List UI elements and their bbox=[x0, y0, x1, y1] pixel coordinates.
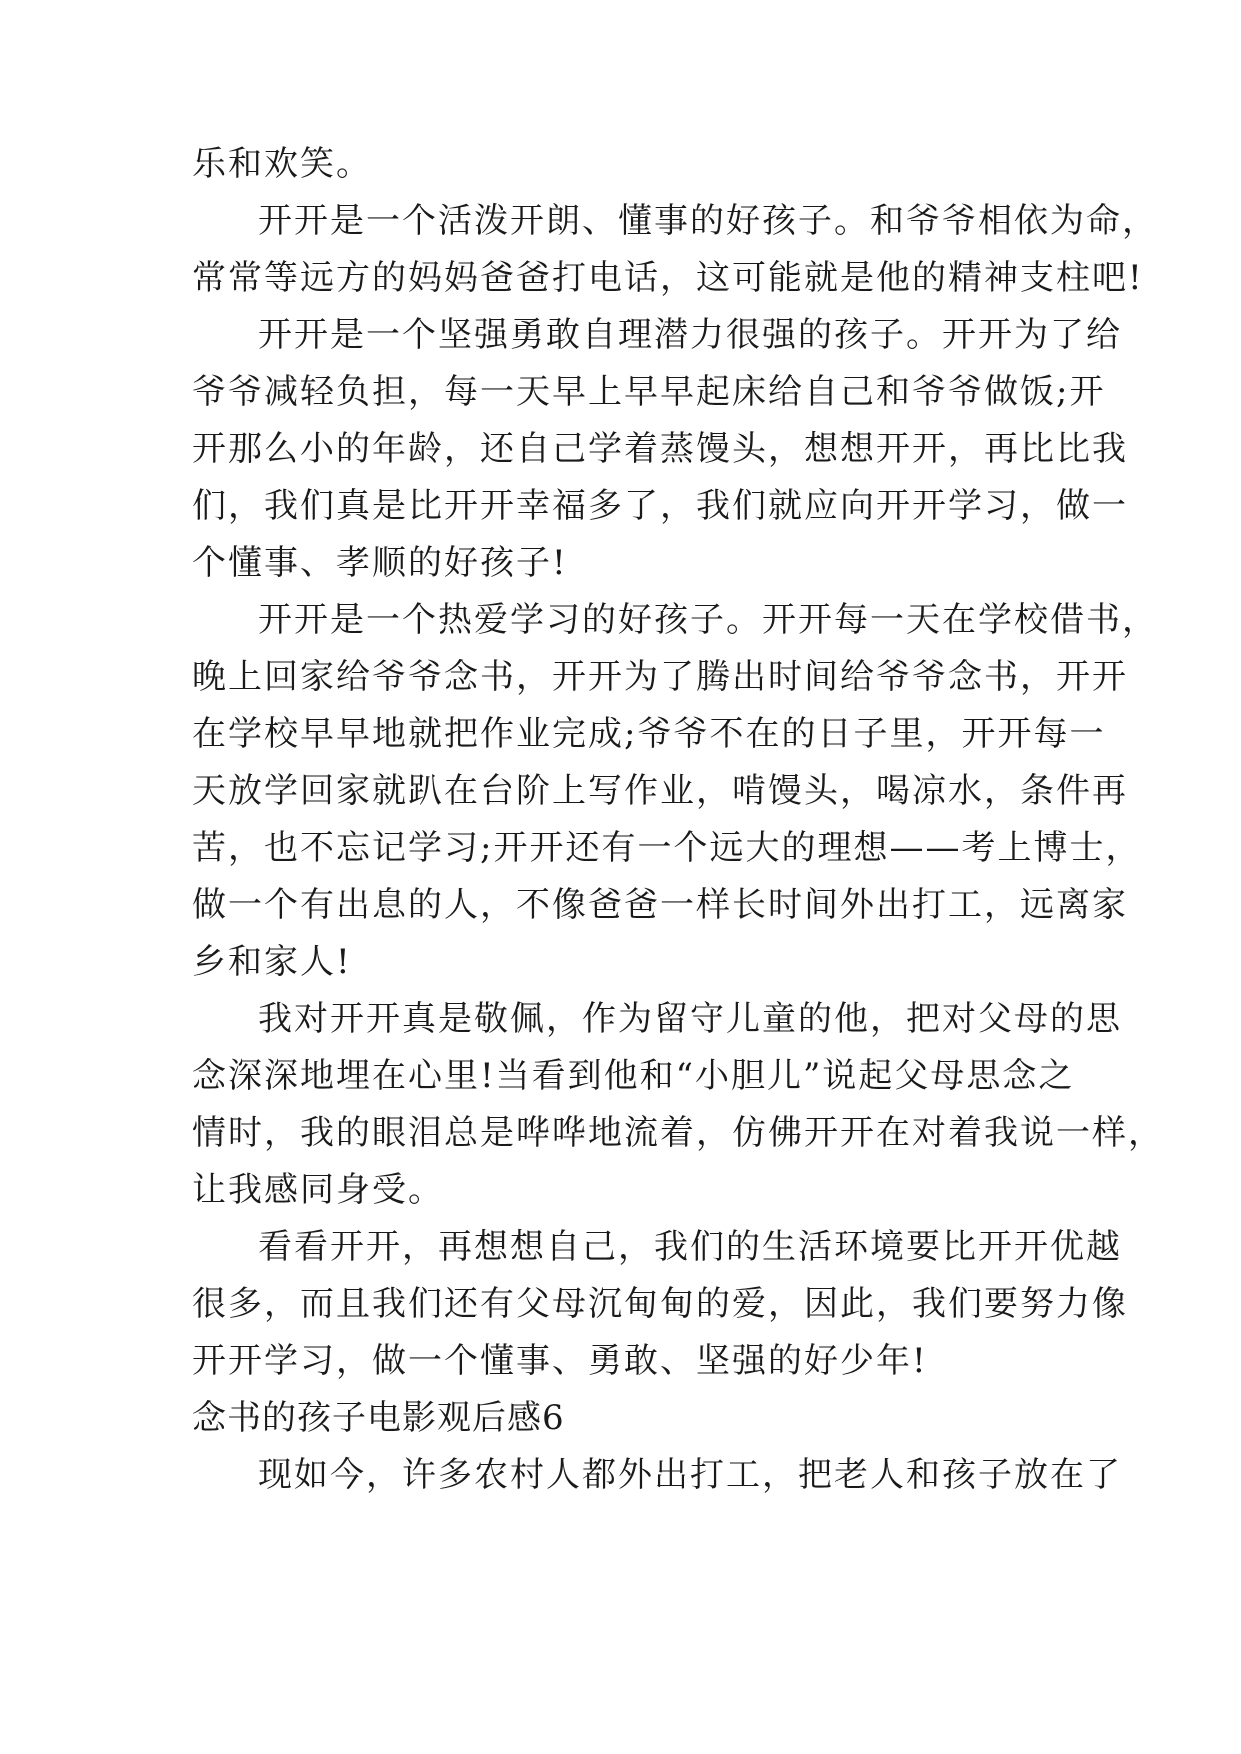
text-line: 晚上回家给爷爷念书，开开为了腾出时间给爷爷念书，开开 bbox=[192, 657, 1128, 697]
text-line: 做一个有出息的人，不像爸爸一样长时间外出打工，远离家 bbox=[192, 885, 1128, 925]
text-line: 们，我们真是比开开幸福多了，我们就应向开开学习，做一 bbox=[192, 486, 1128, 526]
paragraph-first-line: 我对开开真是敬佩，作为留守儿童的他，把对父母的思 bbox=[258, 999, 1122, 1039]
paragraph-first-line: 开开是一个热爱学习的好孩子。开开每一天在学校借书， bbox=[258, 600, 1158, 640]
text-line: 苦，也不忘记学习;开开还有一个远大的理想——考上博士， bbox=[192, 828, 1142, 868]
text-line: 乐和欢笑。 bbox=[192, 144, 372, 184]
section-heading: 念书的孩子电影观后感6 bbox=[192, 1398, 565, 1438]
text-line: 念深深地埋在心里!当看到他和“小胆儿”说起父母思念之 bbox=[192, 1056, 1075, 1096]
text-line: 爷爷减轻负担，每一天早上早早起床给自己和爷爷做饭;开 bbox=[192, 372, 1106, 412]
text-line: 个懂事、孝顺的好孩子! bbox=[192, 543, 568, 583]
text-line: 乡和家人! bbox=[192, 942, 352, 982]
text-line: 让我感同身受。 bbox=[192, 1170, 444, 1210]
text-line: 情时，我的眼泪总是哗哗地流着，仿佛开开在对着我说一样， bbox=[192, 1113, 1164, 1153]
paragraph-first-line: 看看开开，再想想自己，我们的生活环境要比开开优越 bbox=[258, 1227, 1122, 1267]
text-line: 开那么小的年龄，还自己学着蒸馒头，想想开开，再比比我 bbox=[192, 429, 1128, 469]
text-line: 天放学回家就趴在台阶上写作业，啃馒头，喝凉水，条件再 bbox=[192, 771, 1128, 811]
paragraph-first-line: 开开是一个活泼开朗、懂事的好孩子。和爷爷相依为命， bbox=[258, 201, 1158, 241]
paragraph-first-line: 开开是一个坚强勇敢自理潜力很强的孩子。开开为了给 bbox=[258, 315, 1122, 355]
paragraph-first-line: 现如今，许多农村人都外出打工，把老人和孩子放在了 bbox=[258, 1455, 1122, 1495]
text-line: 开开学习，做一个懂事、勇敢、坚强的好少年! bbox=[192, 1341, 928, 1381]
text-line: 在学校早早地就把作业完成;爷爷不在的日子里，开开每一 bbox=[192, 714, 1106, 754]
text-line: 很多，而且我们还有父母沉甸甸的爱，因此，我们要努力像 bbox=[192, 1284, 1128, 1324]
text-line: 常常等远方的妈妈爸爸打电话，这可能就是他的精神支柱吧! bbox=[192, 258, 1144, 298]
